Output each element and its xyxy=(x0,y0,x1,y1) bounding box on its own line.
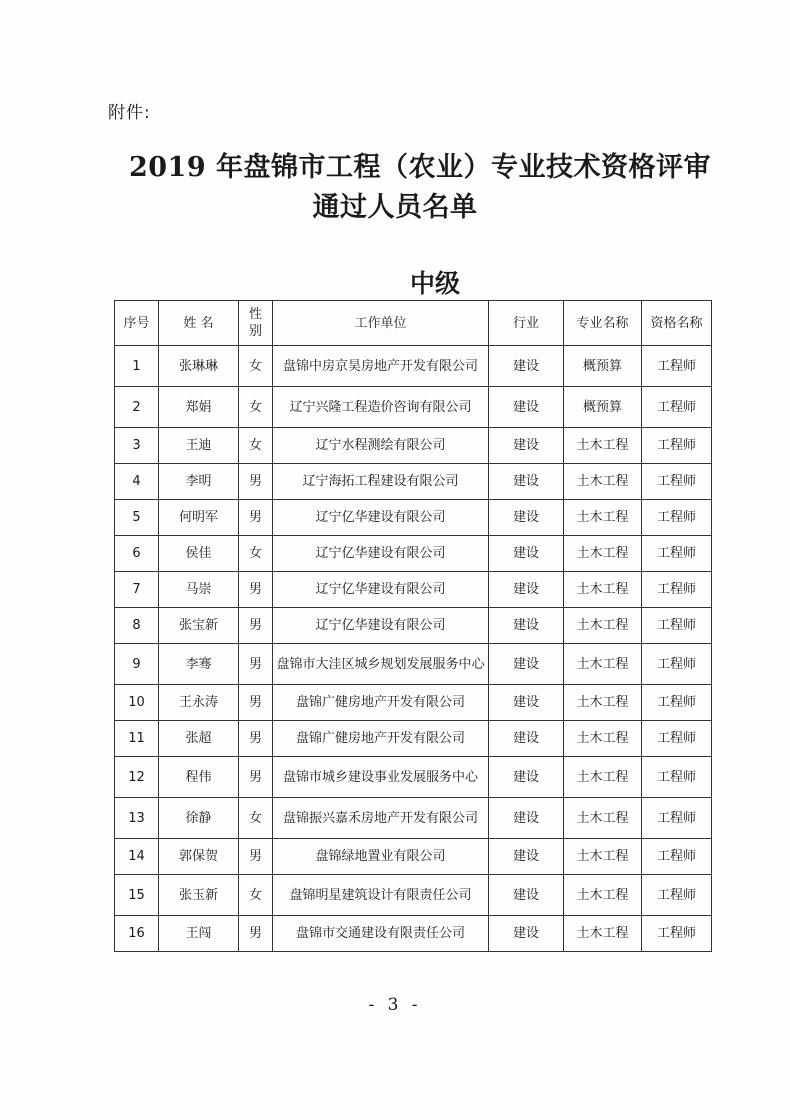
cell-industry: 建设 xyxy=(489,500,564,536)
cell-sex: 女 xyxy=(239,798,273,839)
cell-sex: 女 xyxy=(239,387,273,428)
cell-sex: 男 xyxy=(239,916,273,952)
table-row xyxy=(115,500,712,536)
cell-specialty: 土木工程 xyxy=(564,757,642,798)
cell-industry: 建设 xyxy=(489,644,564,685)
cell-sex: 男 xyxy=(239,839,273,875)
cell-name: 王永涛 xyxy=(159,685,239,721)
cell-industry: 建设 xyxy=(489,798,564,839)
cell-name: 王迪 xyxy=(159,428,239,464)
table-row xyxy=(115,608,712,644)
cell-sex: 男 xyxy=(239,572,273,608)
cell-industry: 建设 xyxy=(489,608,564,644)
cell-no: 1 xyxy=(115,346,159,387)
cell-specialty: 土木工程 xyxy=(564,721,642,757)
cell-sex: 男 xyxy=(239,608,273,644)
table-row xyxy=(115,685,712,721)
cell-no: 8 xyxy=(115,608,159,644)
cell-industry: 建设 xyxy=(489,685,564,721)
cell-qualification: 工程师 xyxy=(642,644,712,685)
cell-qualification: 工程师 xyxy=(642,500,712,536)
cell-industry: 建设 xyxy=(489,428,564,464)
cell-no: 7 xyxy=(115,572,159,608)
cell-name: 何明军 xyxy=(159,500,239,536)
table-row xyxy=(115,839,712,875)
header-name: 姓 名 xyxy=(159,301,239,346)
cell-qualification: 工程师 xyxy=(642,608,712,644)
table-row xyxy=(115,572,712,608)
attachment-label: 附件: xyxy=(108,103,151,123)
cell-industry: 建设 xyxy=(489,875,564,916)
cell-name: 王闯 xyxy=(159,916,239,952)
header-qualification: 资格名称 xyxy=(642,301,712,346)
header-industry: 行业 xyxy=(489,301,564,346)
cell-unit: 辽宁亿华建设有限公司 xyxy=(273,572,489,608)
cell-sex: 男 xyxy=(239,644,273,685)
cell-name: 徐静 xyxy=(159,798,239,839)
cell-name: 张超 xyxy=(159,721,239,757)
cell-unit: 盘锦市交通建设有限责任公司 xyxy=(273,916,489,952)
cell-industry: 建设 xyxy=(489,757,564,798)
cell-industry: 建设 xyxy=(489,916,564,952)
cell-qualification: 工程师 xyxy=(642,346,712,387)
table-row xyxy=(115,464,712,500)
title-line-1: 2019 年盘锦市工程（农业）专业技术资格评审 xyxy=(128,152,712,183)
table-header-row xyxy=(115,301,712,346)
cell-unit: 辽宁亿华建设有限公司 xyxy=(273,536,489,572)
cell-specialty: 土木工程 xyxy=(564,536,642,572)
cell-unit: 辽宁亿华建设有限公司 xyxy=(273,500,489,536)
table-body xyxy=(115,346,712,952)
cell-no: 12 xyxy=(115,757,159,798)
header-unit: 工作单位 xyxy=(273,301,489,346)
cell-qualification: 工程师 xyxy=(642,536,712,572)
cell-specialty: 土木工程 xyxy=(564,798,642,839)
cell-no: 4 xyxy=(115,464,159,500)
header-sex: 性别 xyxy=(239,301,273,346)
cell-no: 5 xyxy=(115,500,159,536)
cell-sex: 男 xyxy=(239,757,273,798)
cell-industry: 建设 xyxy=(489,464,564,500)
table-row xyxy=(115,798,712,839)
personnel-table-container xyxy=(114,300,703,952)
header-specialty: 专业名称 xyxy=(564,301,642,346)
cell-sex: 女 xyxy=(239,875,273,916)
table-row xyxy=(115,757,712,798)
cell-specialty: 土木工程 xyxy=(564,644,642,685)
cell-qualification: 工程师 xyxy=(642,572,712,608)
cell-unit: 辽宁亿华建设有限公司 xyxy=(273,608,489,644)
cell-industry: 建设 xyxy=(489,387,564,428)
cell-name: 程伟 xyxy=(159,757,239,798)
cell-specialty: 概预算 xyxy=(564,346,642,387)
cell-specialty: 土木工程 xyxy=(564,464,642,500)
cell-no: 10 xyxy=(115,685,159,721)
cell-specialty: 土木工程 xyxy=(564,500,642,536)
cell-qualification: 工程师 xyxy=(642,387,712,428)
cell-no: 9 xyxy=(115,644,159,685)
table-row xyxy=(115,875,712,916)
cell-qualification: 工程师 xyxy=(642,721,712,757)
cell-qualification: 工程师 xyxy=(642,916,712,952)
title-line-2: 通过人员名单 xyxy=(312,192,478,223)
cell-sex: 女 xyxy=(239,346,273,387)
cell-specialty: 土木工程 xyxy=(564,916,642,952)
cell-name: 李骞 xyxy=(159,644,239,685)
table-row xyxy=(115,644,712,685)
cell-name: 侯佳 xyxy=(159,536,239,572)
cell-name: 张琳琳 xyxy=(159,346,239,387)
cell-unit: 盘锦广健房地产开发有限公司 xyxy=(273,685,489,721)
cell-industry: 建设 xyxy=(489,536,564,572)
cell-unit: 盘锦市城乡建设事业发展服务中心 xyxy=(273,757,489,798)
cell-name: 郑娟 xyxy=(159,387,239,428)
personnel-table xyxy=(114,300,712,952)
cell-qualification: 工程师 xyxy=(642,875,712,916)
cell-specialty: 土木工程 xyxy=(564,428,642,464)
cell-specialty: 土木工程 xyxy=(564,572,642,608)
cell-qualification: 工程师 xyxy=(642,798,712,839)
cell-unit: 辽宁海拓工程建设有限公司 xyxy=(273,464,489,500)
cell-qualification: 工程师 xyxy=(642,464,712,500)
cell-no: 3 xyxy=(115,428,159,464)
cell-unit: 盘锦振兴嘉禾房地产开发有限公司 xyxy=(273,798,489,839)
cell-sex: 男 xyxy=(239,685,273,721)
cell-name: 张宝新 xyxy=(159,608,239,644)
table-row xyxy=(115,721,712,757)
cell-unit: 盘锦明星建筑设计有限责任公司 xyxy=(273,875,489,916)
cell-name: 郭保贺 xyxy=(159,839,239,875)
document-title xyxy=(0,148,790,228)
cell-sex: 男 xyxy=(239,464,273,500)
cell-name: 张玉新 xyxy=(159,875,239,916)
table-row xyxy=(115,428,712,464)
cell-specialty: 土木工程 xyxy=(564,875,642,916)
cell-no: 11 xyxy=(115,721,159,757)
cell-name: 马崇 xyxy=(159,572,239,608)
cell-unit: 辽宁兴隆工程造价咨询有限公司 xyxy=(273,387,489,428)
cell-name: 李明 xyxy=(159,464,239,500)
cell-industry: 建设 xyxy=(489,721,564,757)
cell-qualification: 工程师 xyxy=(642,428,712,464)
cell-no: 14 xyxy=(115,839,159,875)
cell-no: 16 xyxy=(115,916,159,952)
table-row xyxy=(115,536,712,572)
cell-unit: 盘锦广健房地产开发有限公司 xyxy=(273,721,489,757)
cell-unit: 盘锦绿地置业有限公司 xyxy=(273,839,489,875)
cell-sex: 男 xyxy=(239,500,273,536)
cell-specialty: 土木工程 xyxy=(564,839,642,875)
cell-specialty: 概预算 xyxy=(564,387,642,428)
cell-sex: 女 xyxy=(239,428,273,464)
cell-qualification: 工程师 xyxy=(642,839,712,875)
cell-qualification: 工程师 xyxy=(642,685,712,721)
cell-specialty: 土木工程 xyxy=(564,685,642,721)
cell-no: 13 xyxy=(115,798,159,839)
cell-industry: 建设 xyxy=(489,346,564,387)
table-row xyxy=(115,387,712,428)
cell-industry: 建设 xyxy=(489,572,564,608)
cell-unit: 盘锦市大洼区城乡规划发展服务中心 xyxy=(273,644,489,685)
cell-specialty: 土木工程 xyxy=(564,608,642,644)
cell-unit: 辽宁水程测绘有限公司 xyxy=(273,428,489,464)
table-row xyxy=(115,346,712,387)
table-row xyxy=(115,916,712,952)
section-heading: 中级 xyxy=(409,269,460,298)
cell-no: 6 xyxy=(115,536,159,572)
cell-sex: 男 xyxy=(239,721,273,757)
cell-no: 2 xyxy=(115,387,159,428)
page-number: - 3 - xyxy=(368,995,422,1015)
header-no: 序号 xyxy=(115,301,159,346)
cell-unit: 盘锦中房京昊房地产开发有限公司 xyxy=(273,346,489,387)
cell-qualification: 工程师 xyxy=(642,757,712,798)
cell-sex: 女 xyxy=(239,536,273,572)
cell-no: 15 xyxy=(115,875,159,916)
cell-industry: 建设 xyxy=(489,839,564,875)
